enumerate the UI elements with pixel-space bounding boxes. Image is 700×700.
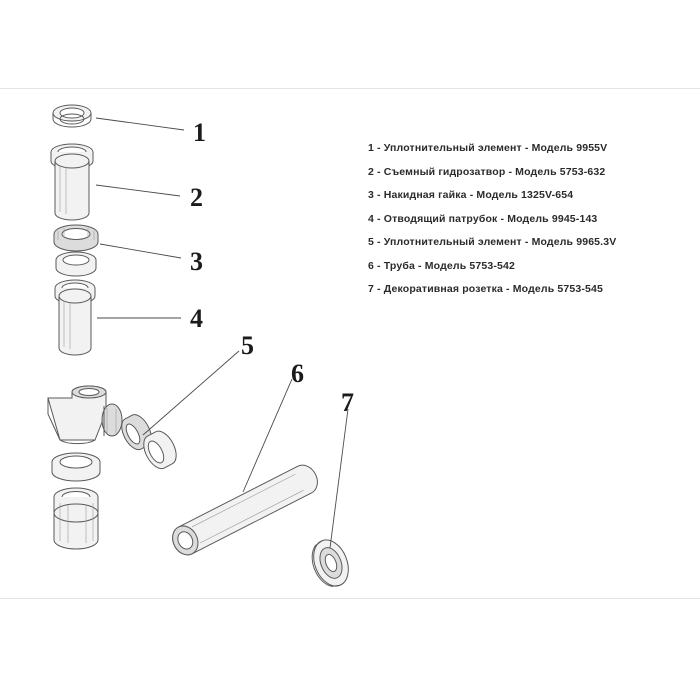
part-1-sealing-element <box>53 105 91 127</box>
parts-legend <box>368 142 690 307</box>
callout-6: 6 <box>291 359 304 388</box>
part-4-outlet-pipe <box>55 280 95 355</box>
part-5-sealing-element <box>117 411 181 473</box>
callout-3: 3 <box>190 247 203 276</box>
trap-body-assembly <box>48 386 122 549</box>
part-3-cap-nut <box>54 225 98 276</box>
legend-item-5: 5 - Уплотнительный элемент - Модель 9965.3V <box>368 236 617 248</box>
legend-item-6: 6 - Труба - Модель 5753-542 <box>368 259 515 272</box>
legend-item-2: 2 - Съемный гидрозатвор - Модель 5753-632 <box>368 165 606 178</box>
part-6-pipe <box>168 461 322 559</box>
callout-1: 1 <box>193 118 206 147</box>
part-2-water-trap <box>51 144 93 220</box>
callout-4: 4 <box>190 304 203 333</box>
callout-2: 2 <box>190 183 203 212</box>
callout-5: 5 <box>241 331 254 360</box>
legend-item-3: 3 - Накидная гайка - Модель 1325V-654 <box>368 189 574 201</box>
callout-7: 7 <box>341 388 354 417</box>
legend-item-7: 7 - Декоративная розетка - Модель 5753-545 <box>368 283 603 295</box>
legend-item-1: 1 - Уплотнительный элемент - Модель 9955V <box>368 142 608 154</box>
legend-item-4: 4 - Отводящий патрубок - Модель 9945-143 <box>368 212 598 225</box>
